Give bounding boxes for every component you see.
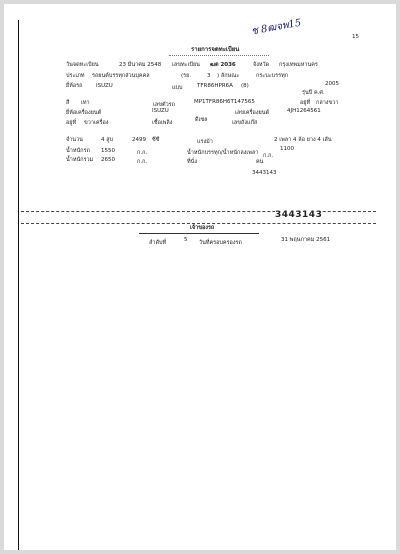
vehicle-type: รถยนต์บรรทุกส่วนบุคคล	[92, 73, 150, 79]
owner-seq: 5	[184, 237, 188, 243]
model-label: แบบ	[172, 85, 183, 91]
brand: ISUZU	[96, 83, 113, 89]
handwritten-note: ช 8ฒจพ15	[250, 17, 303, 38]
type-label: ประเภท	[66, 73, 85, 79]
corner-mark: 15	[352, 34, 359, 40]
vin-label: เลขตัวรถ	[153, 102, 175, 108]
engine-no-label: เลขเครื่องยนต์	[235, 110, 270, 116]
color: เทา	[81, 100, 90, 106]
vehicle-weight-unit: ก.ก.	[137, 150, 148, 156]
model: TFR86HPR6A	[197, 83, 233, 89]
seats-unit: คน	[256, 159, 264, 165]
reg-no: ฒต 2036	[210, 62, 236, 68]
model-suffix: (8)	[241, 83, 249, 89]
body-kind: กระบะบรรทุก	[256, 73, 289, 79]
cylinder-label: จำนวน	[66, 137, 83, 143]
fuel: ดีเซล	[195, 117, 208, 123]
year: 2005	[325, 81, 339, 87]
engine-pos: ขวาเครื่อง	[84, 120, 109, 126]
owner-section-title: เจ้าของรถ	[190, 225, 215, 231]
vin-pos: กลางขวา	[316, 100, 339, 106]
document-title: รายการจดทะเบียน	[191, 46, 240, 53]
stamp-number-large: 3443143	[275, 210, 323, 220]
reg-date: 23 มีนาคม 2548	[119, 62, 162, 68]
gross-weight-label: น้ำหนักรวม	[66, 157, 94, 163]
engine-brand-label: ยี่ห้อเครื่องยนต์	[66, 110, 102, 116]
load-weight-unit: ก.ก.	[263, 153, 274, 159]
type-code-end: ) ลักษณะ	[217, 73, 240, 79]
color-label: สี	[66, 100, 70, 106]
displacement: 2499	[132, 137, 146, 143]
reg-no-label: เลขทะเบียน	[172, 62, 200, 68]
owner-date: 31 พฤษภาคม 2561	[281, 237, 331, 243]
form-area	[18, 17, 391, 550]
vehicle-weight-label: น้ำหนักรถ	[66, 148, 90, 154]
cylinders: 4 สูบ	[101, 137, 114, 143]
gas-tank-label: เลขถังแก๊ส	[232, 120, 258, 126]
load-weight: 1100	[280, 146, 294, 152]
type-code: (รย.	[181, 73, 192, 79]
year-label: รุ่นปี ค.ศ.	[302, 90, 325, 96]
vin: MP1TFR86H6T147565	[194, 99, 255, 105]
province-label: จังหวัด	[253, 62, 270, 68]
owner-title-underline	[139, 233, 259, 234]
reg-date-label: วันจดทะเบียน	[66, 62, 99, 68]
gross-weight-unit: ก.ก.	[137, 159, 148, 165]
owner-date-label: วันที่ครอบครองรถ	[199, 240, 242, 246]
stamp-number-small: 3443143	[252, 170, 277, 176]
fuel-label: เชื้อเพลิง	[152, 120, 173, 126]
engine-no: 4JH1264561	[287, 108, 321, 114]
title-underline	[169, 55, 269, 56]
type-code-no: 3	[207, 73, 211, 79]
seats-label: ที่นั่ง	[187, 159, 198, 165]
vehicle-weight: 1550	[101, 148, 115, 154]
owner-seq-label: ลำดับที่	[149, 240, 167, 246]
separator-top	[21, 211, 376, 212]
vin-pos-label: อยู่ที่	[300, 100, 311, 106]
engine-brand: ISUZU	[152, 108, 169, 114]
province: กรุงเทพมหานคร	[279, 62, 318, 68]
gross-weight: 2650	[101, 157, 115, 163]
horsepower-label: แรงม้า	[197, 139, 213, 145]
axle-tire: 2 เพลา 4 ล้อ ยาง 4 เส้น	[274, 137, 332, 143]
engine-pos-label: อยู่ที่	[66, 120, 77, 126]
document-page	[4, 4, 396, 550]
displacement-unit: ซีซี	[152, 137, 160, 143]
separator-bottom	[21, 223, 376, 224]
brand-label: ยี่ห้อรถ	[66, 83, 83, 89]
load-weight-label: น้ำหนักบรรทุก/น้ำหนักลงเพลา	[187, 150, 259, 156]
